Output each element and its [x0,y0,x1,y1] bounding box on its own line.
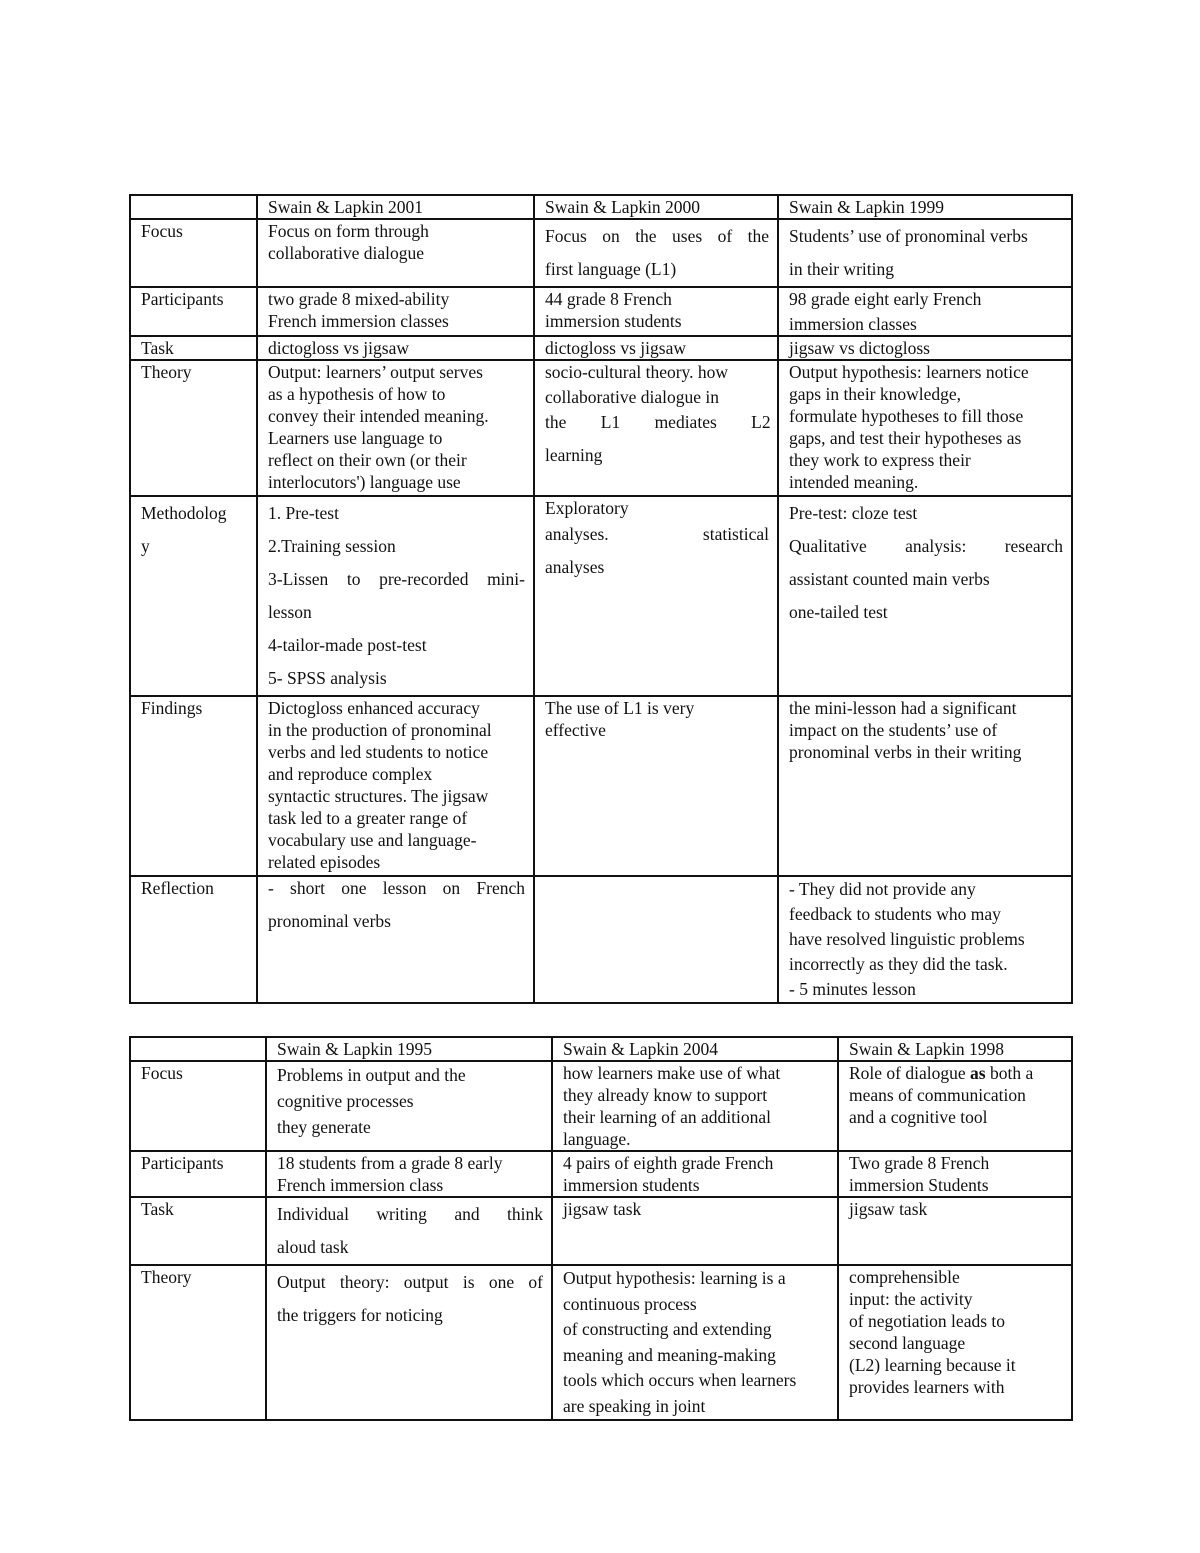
table-cell: 1. Pre-test 2.Training session 3-Lissen to pre-recorded mini- lesson 4-tailor-made post-test 5- SPSS analysis [257,496,534,696]
row-label: Findings [130,696,257,876]
table-row [130,360,1072,496]
table-row [130,219,1072,287]
header-cell: Swain & Lapkin 2004 [552,1037,838,1061]
header-cell-empty [130,1037,266,1061]
table-cell: jigsaw task [552,1197,838,1265]
table-row [130,496,1072,696]
table-cell-empty [534,876,778,1003]
row-label: Focus [130,1061,266,1151]
row-label: Task [130,1197,266,1265]
table-cell: Output hypothesis: learning is a continuous process of constructing and extending meaning and meaning-making tools which occurs when learners are speaking in joint [552,1265,838,1420]
table-header-row [130,1037,1072,1061]
row-label: Theory [130,360,257,496]
focus-1998-first-line: Role of dialogue as both a [849,1063,1034,1083]
table-cell: dictogloss vs jigsaw [534,336,778,360]
table-row [130,1061,1072,1151]
header-cell: Swain & Lapkin 1999 [778,195,1072,219]
header-cell-empty [130,195,257,219]
table-cell: Focus on form through collaborative dialogue [257,219,534,287]
table-cell: The use of L1 is very effective [534,696,778,876]
table-cell: how learners make use of what they already know to support their learning of an additional language. [552,1061,838,1151]
row-label: Reflection [130,876,257,1003]
table-cell: Output: learners’ output serves as a hypothesis of how to convey their intended meaning. Learners use language to reflect on their own (or their interlocutors') language use [257,360,534,496]
table-cell: dictogloss vs jigsaw [257,336,534,360]
table-header-row [130,195,1072,219]
row-label: Theory [130,1265,266,1420]
table-cell: 44 grade 8 French immersion students [534,287,778,336]
table-cell: Two grade 8 French immersion Students [838,1151,1072,1197]
row-label: Participants [130,287,257,336]
table-row [130,1151,1072,1197]
table-cell: Focus on the uses of the first language (L1) [534,219,778,287]
table-cell: Output theory: output is one of the triggers for noticing [266,1265,552,1420]
header-cell: Swain & Lapkin 1995 [266,1037,552,1061]
table-cell: Individual writing and think aloud task [266,1197,552,1265]
table-cell: the mini-lesson had a significant impact on the students’ use of pronominal verbs in their writing [778,696,1072,876]
table-cell: Dictogloss enhanced accuracy in the production of pronominal verbs and led students to notice and reproduce complex syntactic structures. The jigsaw task led to a greater range of vocabulary use and language- related episodes [257,696,534,876]
table-cell: socio-cultural theory. how collaborative dialogue in the L1 mediates L2 learning [534,360,778,496]
table-cell: Output hypothesis: learners notice gaps in their knowledge, formulate hypotheses to fill those gaps, and test their hypotheses as they work to express their intended meaning. [778,360,1072,496]
header-cell: Swain & Lapkin 1998 [838,1037,1072,1061]
table-cell: 98 grade eight early French immersion classes [778,287,1072,336]
table-cell: jigsaw task [838,1197,1072,1265]
table-row [130,876,1072,1003]
table-row [130,336,1072,360]
header-cell: Swain & Lapkin 2000 [534,195,778,219]
table-cell: - They did not provide any feedback to students who may have resolved linguistic problems incorrectly as they did the task. - 5 minutes lesson [778,876,1072,1003]
table-cell: jigsaw vs dictogloss [778,336,1072,360]
table-row [130,1197,1072,1265]
table-cell: Students’ use of pronominal verbs in their writing [778,219,1072,287]
row-label: Methodolog y [130,496,257,696]
table-row [130,696,1072,876]
table-cell: - short one lesson on French pronominal verbs [257,876,534,1003]
row-label: Participants [130,1151,266,1197]
table-cell: Exploratory analyses. statistical analyses [534,496,778,696]
table-cell: Role of dialogue as both a means of communication and a cognitive tool [838,1061,1072,1151]
table-cell: 18 students from a grade 8 early French immersion class [266,1151,552,1197]
comparison-table-2 [129,1036,1073,1421]
comparison-table-1 [129,194,1073,1004]
row-label: Focus [130,219,257,287]
table-cell: Problems in output and the cognitive processes they generate [266,1061,552,1151]
table-row [130,1265,1072,1420]
table-cell: two grade 8 mixed-ability French immersion classes [257,287,534,336]
table-row [130,287,1072,336]
row-label: Task [130,336,257,360]
header-cell: Swain & Lapkin 2001 [257,195,534,219]
table-cell: comprehensible input: the activity of negotiation leads to second language (L2) learning because it provides learners with [838,1265,1072,1420]
table-cell: Pre-test: cloze test Qualitative analysis: research assistant counted main verbs one-tailed test [778,496,1072,696]
table-cell: 4 pairs of eighth grade French immersion students [552,1151,838,1197]
